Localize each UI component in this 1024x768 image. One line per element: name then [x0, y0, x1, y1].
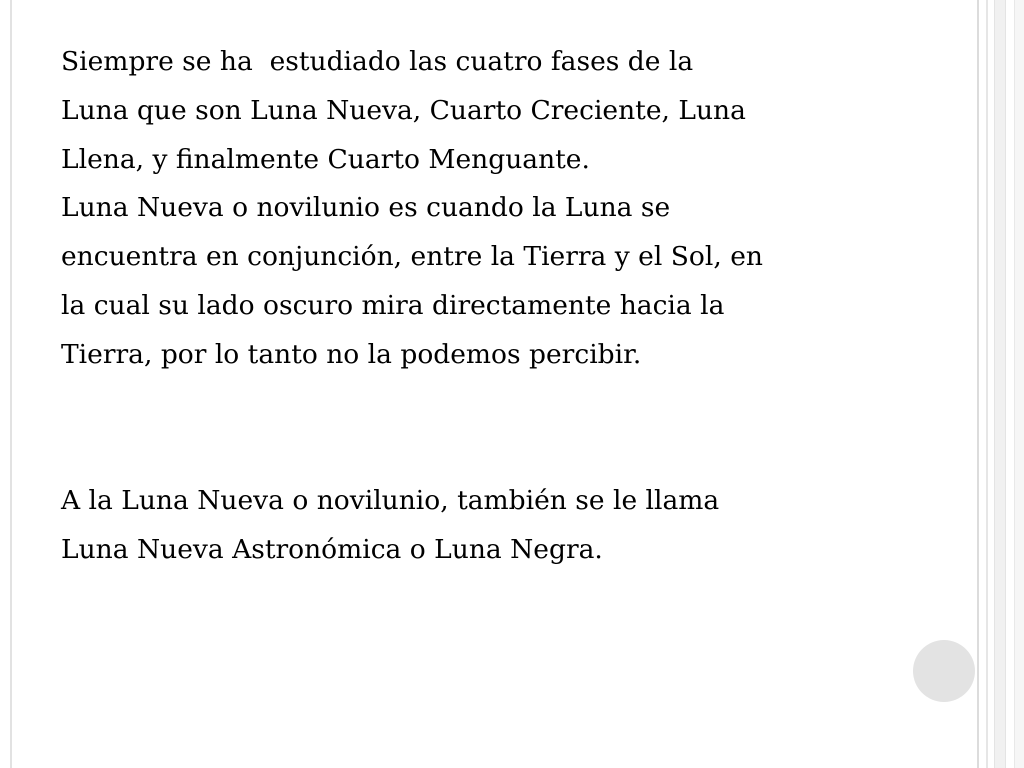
text-line: Siempre se ha estudiado las cuatro fases de la: [61, 46, 694, 77]
decorative-circle: [913, 640, 975, 702]
decorative-bar: [977, 0, 979, 768]
paragraph-moon-phases: [61, 38, 941, 380]
decorative-bar: [994, 0, 1006, 768]
slide-frame-left-border: [10, 0, 12, 768]
paragraph-new-moon-names: [61, 477, 941, 575]
text-line: Tierra, por lo tanto no la podemos percibir.: [61, 338, 642, 370]
text-line: Luna Nueva Astronómica o Luna Negra.: [61, 533, 603, 565]
decorative-bar: [986, 0, 988, 768]
text-line: encuentra en conjunción, entre la Tierra y el Sol, en: [61, 241, 763, 273]
text-line: A la Luna Nueva o novilunio, también se le llama: [61, 485, 720, 517]
slide-body-text: [61, 38, 941, 575]
text-line: Llena, y finalmente Cuarto Menguante.: [61, 143, 590, 175]
text-line: Luna Nueva o novilunio es cuando la Luna se: [61, 192, 671, 224]
paragraph-spacer: [61, 380, 941, 478]
text-line: Luna que son Luna Nueva, Cuarto Creciente, Luna: [61, 94, 746, 126]
decorative-bar: [1014, 0, 1024, 768]
text-line: la cual su lado oscuro mira directamente hacia la: [61, 289, 725, 321]
